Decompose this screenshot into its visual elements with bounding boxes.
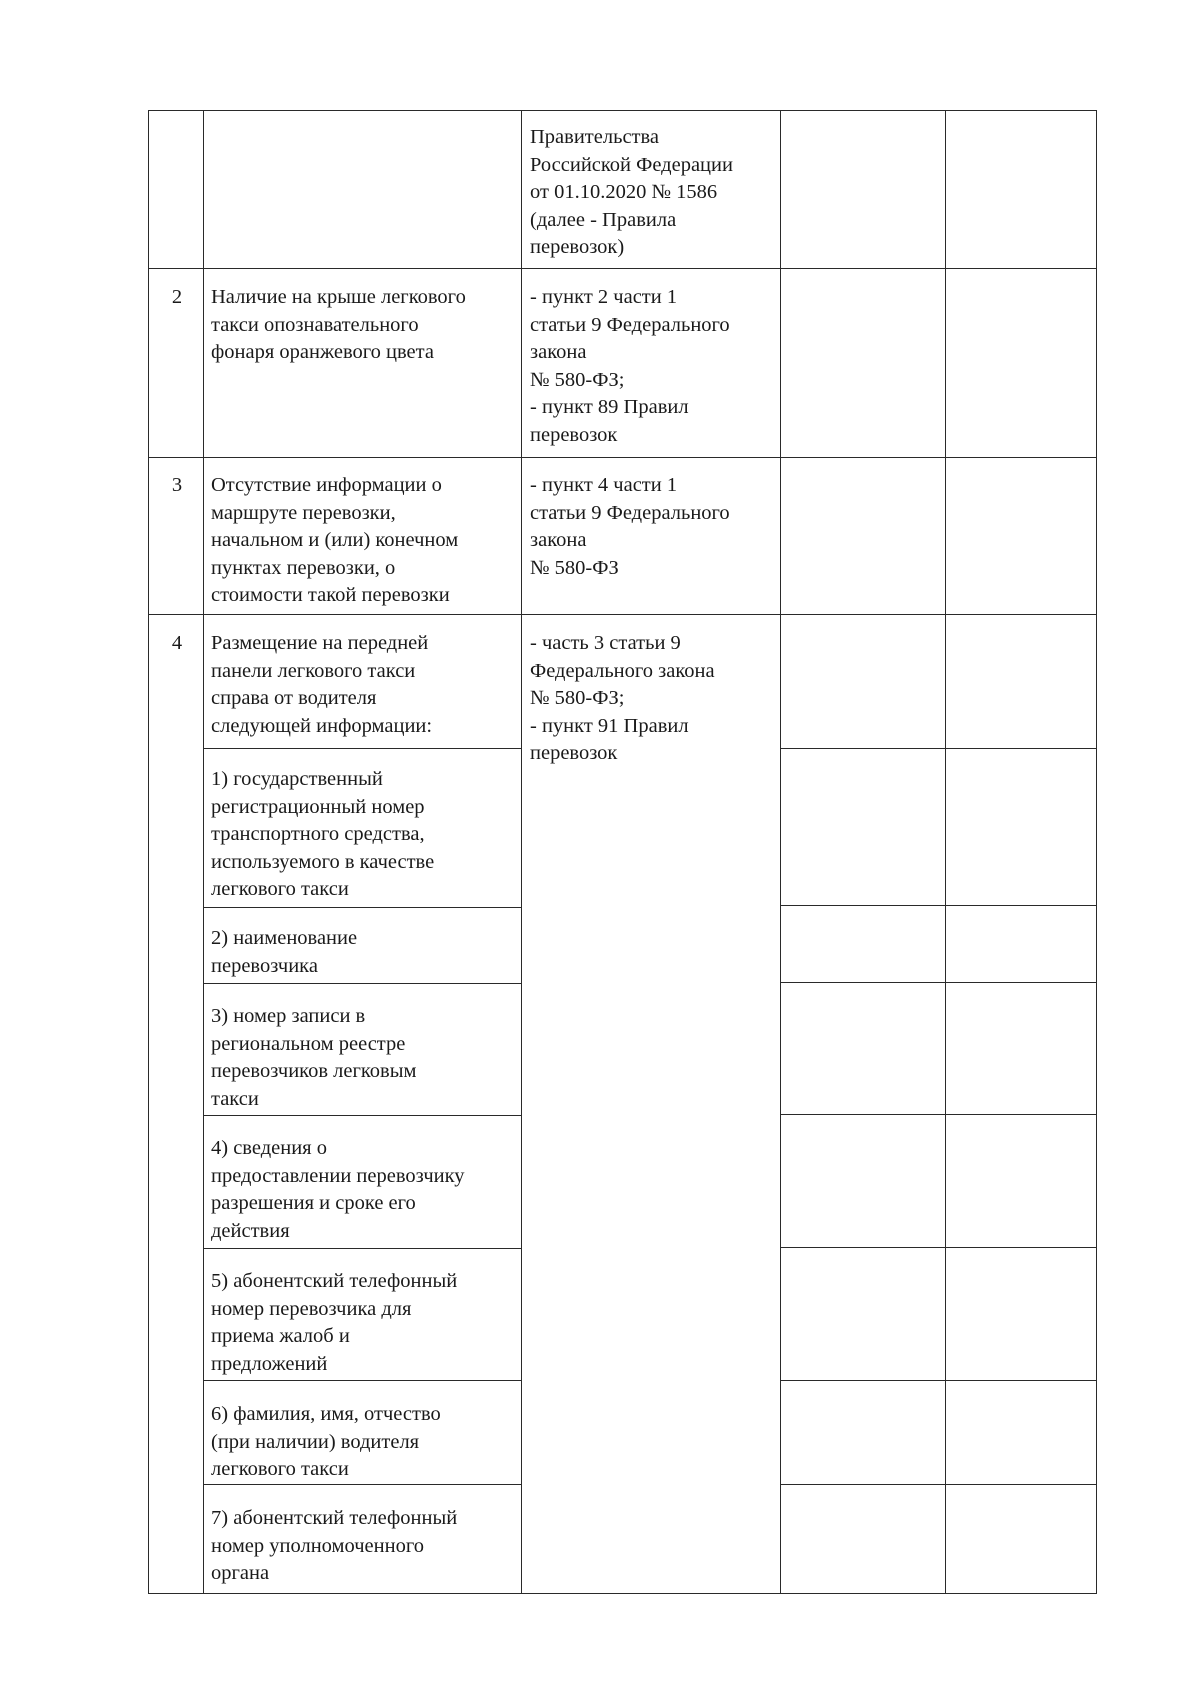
row3-legal-basis: - пункт 4 части 1 статьи 9 Федерального закона № 580-ФЗ (530, 474, 730, 579)
row4-requirement: Размещение на передней панели легкового такси справа от водителя следующей информации: (211, 632, 433, 737)
row4-subitem-4: 4) сведения о предоставлении перевозчику разрешения и сроке его действия (211, 1137, 465, 1242)
row4-subitem-6: 6) фамилия, имя, отчество (при наличии) водителя легкового такси (211, 1403, 441, 1480)
subitem-border-requirement-2 (203, 983, 522, 984)
table-column-border-c5 (1096, 110, 1097, 1594)
row4-number: 4 (171, 632, 183, 654)
table-column-border-c2 (521, 110, 522, 1594)
subitem-border-requirement-5 (203, 1380, 522, 1381)
subitem-border-requirement-6 (203, 1484, 522, 1485)
row4-legal-basis: - часть 3 статьи 9 Федерального закона № 580-ФЗ; - пункт 91 Правил перевозок (530, 632, 715, 764)
row2-requirement: Наличие на крыше легкового такси опознавательного фонаря оранжевого цвета (211, 286, 466, 363)
subitem-border-right-2 (780, 982, 1097, 983)
subitem-border-right-6 (780, 1484, 1097, 1485)
table-column-border-c3 (780, 110, 781, 1594)
row4-subitem-7: 7) абонентский телефонный номер уполномоченного органа (211, 1507, 458, 1584)
subitem-border-right-3 (780, 1114, 1097, 1115)
table-row-border-1 (148, 268, 1097, 269)
row4-subitem-3: 3) номер записи в региональном реестре перевозчиков легковым такси (211, 1005, 417, 1110)
table-column-border-c1 (203, 110, 204, 1594)
subitem-border-right-1 (780, 905, 1097, 906)
row2-legal-basis: - пункт 2 части 1 статьи 9 Федерального закона № 580-ФЗ; - пункт 89 Правил перевозок (530, 286, 730, 446)
row4-subitem-2: 2) наименование перевозчика (211, 927, 358, 977)
table-row-border-3 (148, 614, 1097, 615)
subitem-border-right-0 (780, 748, 1097, 749)
subitem-border-requirement-1 (203, 907, 522, 908)
row4-subitem-1: 1) государственный регистрационный номер транспортного средства, используемого в качестве легкового такси (211, 768, 435, 900)
row3-requirement: Отсутствие информации о маршруте перевозки, начальном и (или) конечном пунктах перевозки, о стоимости такой перевозки (211, 474, 459, 606)
subitem-border-requirement-3 (203, 1115, 522, 1116)
table-column-border-c4 (945, 110, 946, 1594)
subitem-border-requirement-4 (203, 1248, 522, 1249)
row2-number: 2 (171, 286, 183, 308)
row4-subitem-5: 5) абонентский телефонный номер перевозчика для приема жалоб и предложений (211, 1270, 458, 1375)
table-row-border-0 (148, 110, 1097, 111)
table-column-border-c0 (148, 110, 149, 1594)
subitem-border-right-4 (780, 1247, 1097, 1248)
subitem-border-requirement-0 (203, 748, 522, 749)
row3-number: 3 (171, 474, 183, 496)
table-row-border-2 (148, 457, 1097, 458)
subitem-border-right-5 (780, 1380, 1097, 1381)
table-bottom-border (148, 1593, 1097, 1594)
row1-legal-basis: Правительства Российской Федерации от 01.10.2020 № 1586 (далее - Правила перевозок) (530, 126, 733, 258)
